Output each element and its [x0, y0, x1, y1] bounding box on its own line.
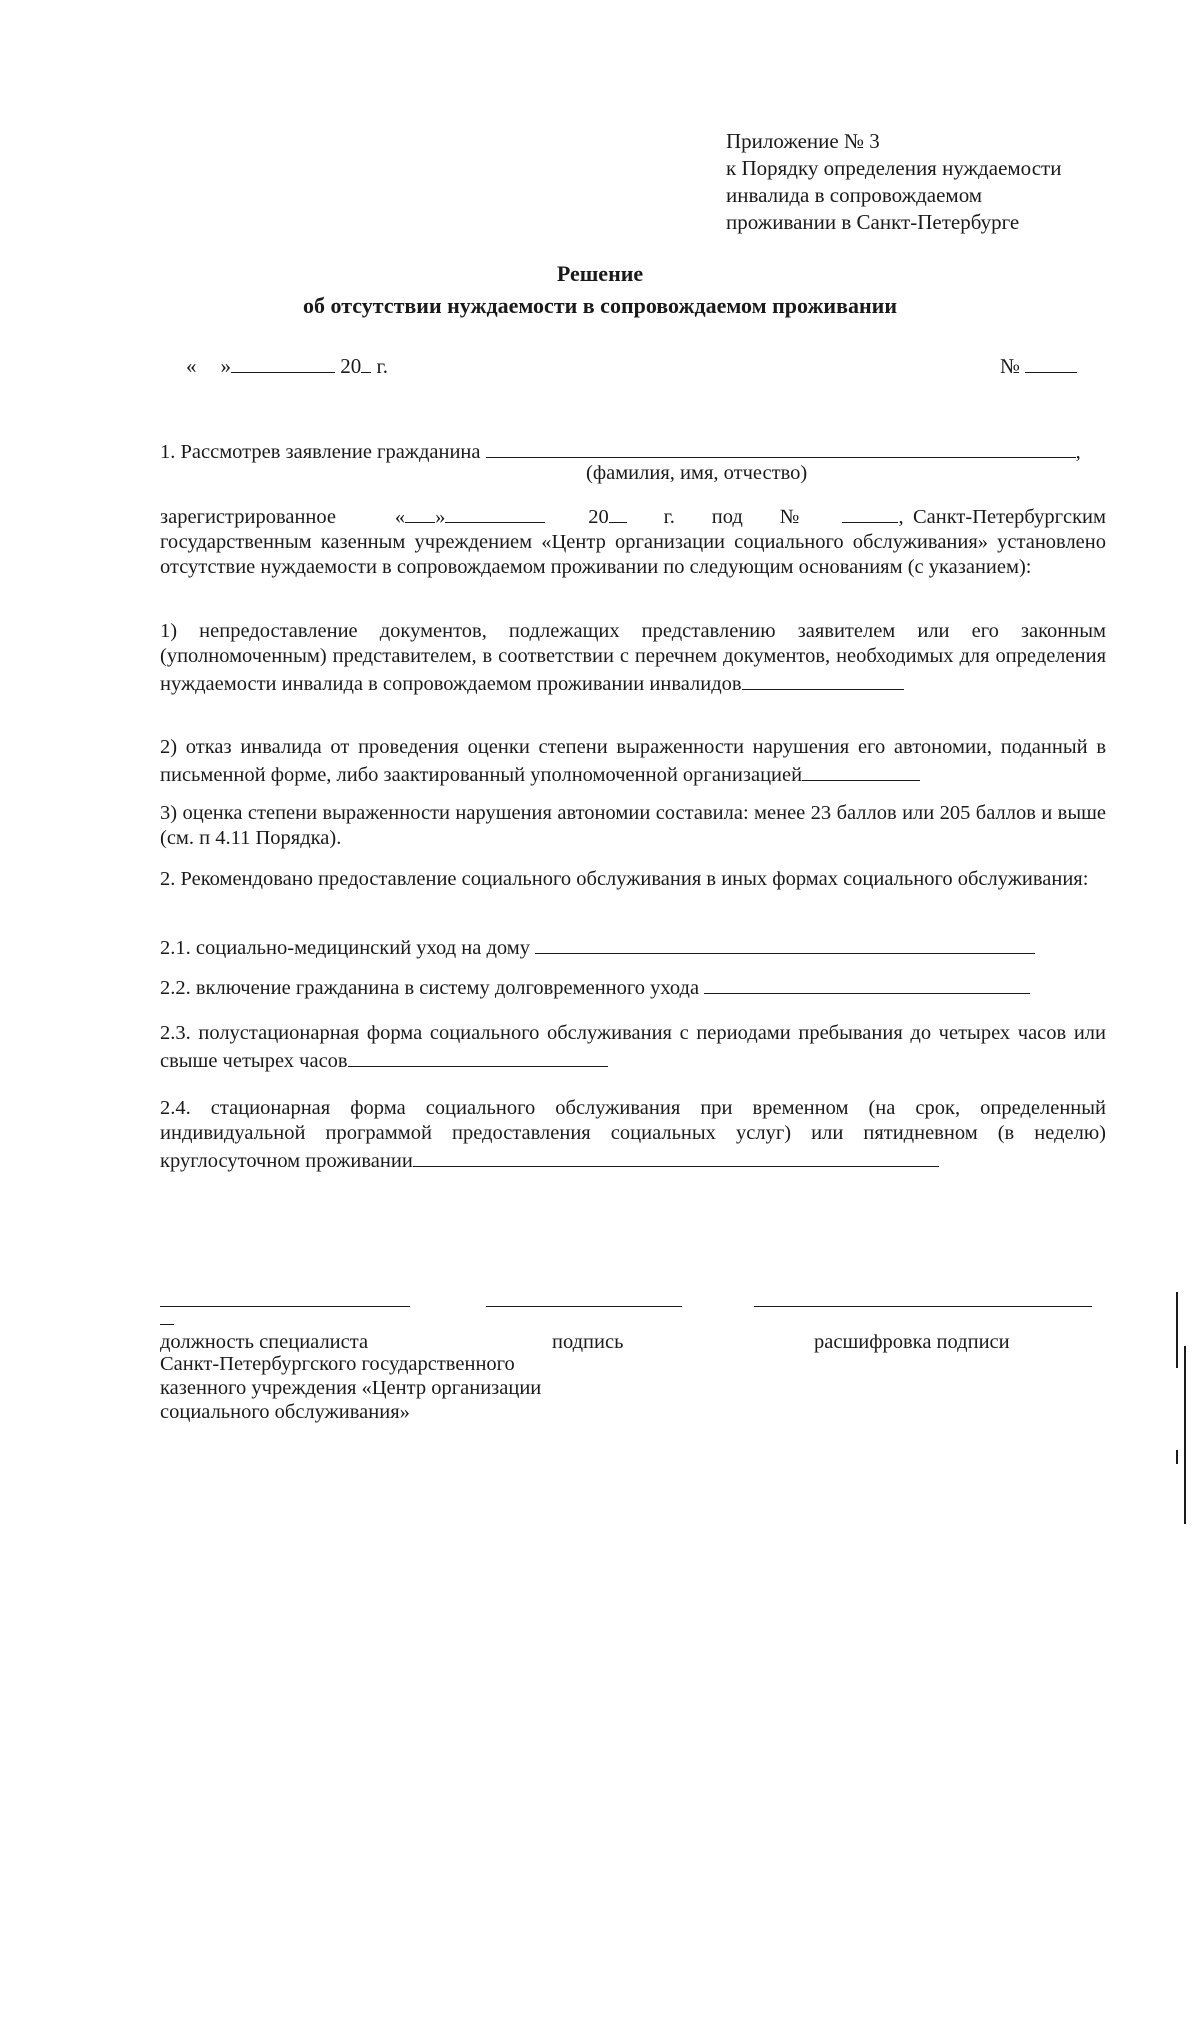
item-1-comma: , [1075, 441, 1081, 463]
rec-2-3-text: 2.3. полустационарная форма социального обслуживания с периодами пребывания до четырех часов или свыше четырех часов [160, 1022, 1106, 1072]
organization-block [160, 1352, 541, 1424]
close-quote: » [220, 354, 231, 378]
registration-paragraph [160, 502, 1106, 580]
decoding-signature-line[interactable] [754, 1306, 1092, 1307]
rec-2-3 [160, 1021, 1106, 1074]
scan-margin-mark [1176, 1450, 1178, 1464]
rec-2-3-blank[interactable] [348, 1046, 608, 1067]
org-line-3: социального обслуживания» [160, 1401, 410, 1423]
reason-2-blank[interactable] [802, 760, 920, 781]
reg-year: 20 [588, 506, 609, 528]
year-blank[interactable] [361, 352, 371, 373]
reg-year-blank[interactable] [609, 502, 627, 523]
reg-rest: , Санкт-Петербургским государственным казенным учреждением «Центр организации социального обслуживания» установлено отсутствие нуждаемости в сопровождаемом проживании по следующим основаниям (с указанием): [160, 506, 1106, 578]
decoding-label: расшифровка подписи [814, 1331, 1010, 1353]
reg-month-blank[interactable] [445, 502, 545, 523]
date-month-blank[interactable] [231, 352, 335, 373]
reason-3-text: 3) оценка степени выраженности нарушения автономии составила: менее 23 баллов или 205 баллов и выше (см. п 4.11 Порядка). [160, 802, 1106, 849]
rec-2-4-text: 2.4. стационарная форма социального обслуживания при временном (на срок, определенный индивидуальной программой предоставления социальных услуг) или пятидневном (в неделю) круглосуточном проживании [160, 1097, 1106, 1172]
title-sub: об отсутствии нуждаемости в сопровождаемом проживании [302, 293, 897, 318]
fio-caption: (фамилия, имя, отчество) [586, 462, 808, 484]
reg-day-blank[interactable] [405, 502, 435, 523]
document-title [0, 258, 1200, 322]
signature-line[interactable] [486, 1306, 682, 1307]
org-line-1: Санкт-Петербургского государственного [160, 1353, 515, 1375]
rec-2-2-text: 2.2. включение гражданина в систему долговременного ухода [160, 977, 700, 999]
date-line [186, 352, 388, 379]
reason-1 [160, 619, 1106, 697]
scan-margin-mark [1176, 1292, 1178, 1368]
appendix-line-2: к Порядку определения нуждаемости [726, 156, 1062, 180]
open-quote: « [186, 354, 197, 378]
appendix-header [726, 128, 1061, 236]
reg-word: зарегистрированное [160, 506, 337, 528]
appendix-line-1: Приложение № 3 [726, 129, 880, 153]
rec-2-1-blank[interactable] [535, 933, 1035, 954]
recommendation-text: 2. Рекомендовано предоставление социального обслуживания в иных формах социального обслуживания: [160, 868, 1089, 890]
position-line-tick [160, 1324, 174, 1325]
rec-2-1 [160, 933, 1106, 961]
rec-2-1-text: 2.1. социально-медицинский уход на дому [160, 937, 530, 959]
reg-g: г. [663, 506, 675, 528]
position-signature-line[interactable] [160, 1306, 410, 1307]
reg-number-blank[interactable] [842, 502, 898, 523]
reg-num: № [779, 506, 804, 528]
item-1-text: 1. Рассмотрев заявление гражданина [160, 441, 481, 463]
rec-2-4-blank[interactable] [413, 1146, 939, 1167]
recommendation [160, 867, 1106, 892]
reason-2 [160, 735, 1106, 788]
position-label: должность специалиста [160, 1331, 369, 1353]
reg-quote-open: « [394, 506, 406, 528]
year-suffix: г. [376, 354, 388, 378]
rec-2-2-blank[interactable] [704, 973, 1030, 994]
reason-3 [160, 801, 1106, 851]
appendix-line-4: проживании в Санкт-Петербурге [726, 210, 1020, 234]
citizen-name-blank[interactable] [486, 437, 1076, 458]
reason-2-text: 2) отказ инвалида от проведения оценки степени выраженности нарушения его автономии, поданный в письменной форме, либо заактированный уполномоченной организацией [160, 736, 1106, 786]
appendix-line-3: инвалида в сопровождаемом [726, 183, 983, 207]
reason-1-blank[interactable] [742, 669, 904, 690]
number-line [1000, 352, 1077, 379]
reg-pod: под [711, 506, 743, 528]
number-label: № [1000, 354, 1021, 378]
reg-quote-close: » [435, 506, 446, 528]
number-blank[interactable] [1025, 352, 1077, 373]
rec-2-4 [160, 1096, 1106, 1174]
scan-margin-mark [1184, 1346, 1186, 1524]
rec-2-2 [160, 973, 1106, 1001]
item-1-line [160, 437, 1100, 465]
year-prefix: 20 [340, 354, 362, 378]
reason-1-text: 1) непредоставление документов, подлежащих представлению заявителем или его законным (уполномоченным) представителем, в соответствии с перечнем документов, необходимых для определения нуждаемости инвалида в сопровождаемом проживании инвалидов [160, 620, 1106, 695]
org-line-2: казенного учреждения «Центр организации [160, 1377, 542, 1399]
title-main: Решение [556, 261, 644, 286]
signature-label: подпись [552, 1331, 624, 1353]
